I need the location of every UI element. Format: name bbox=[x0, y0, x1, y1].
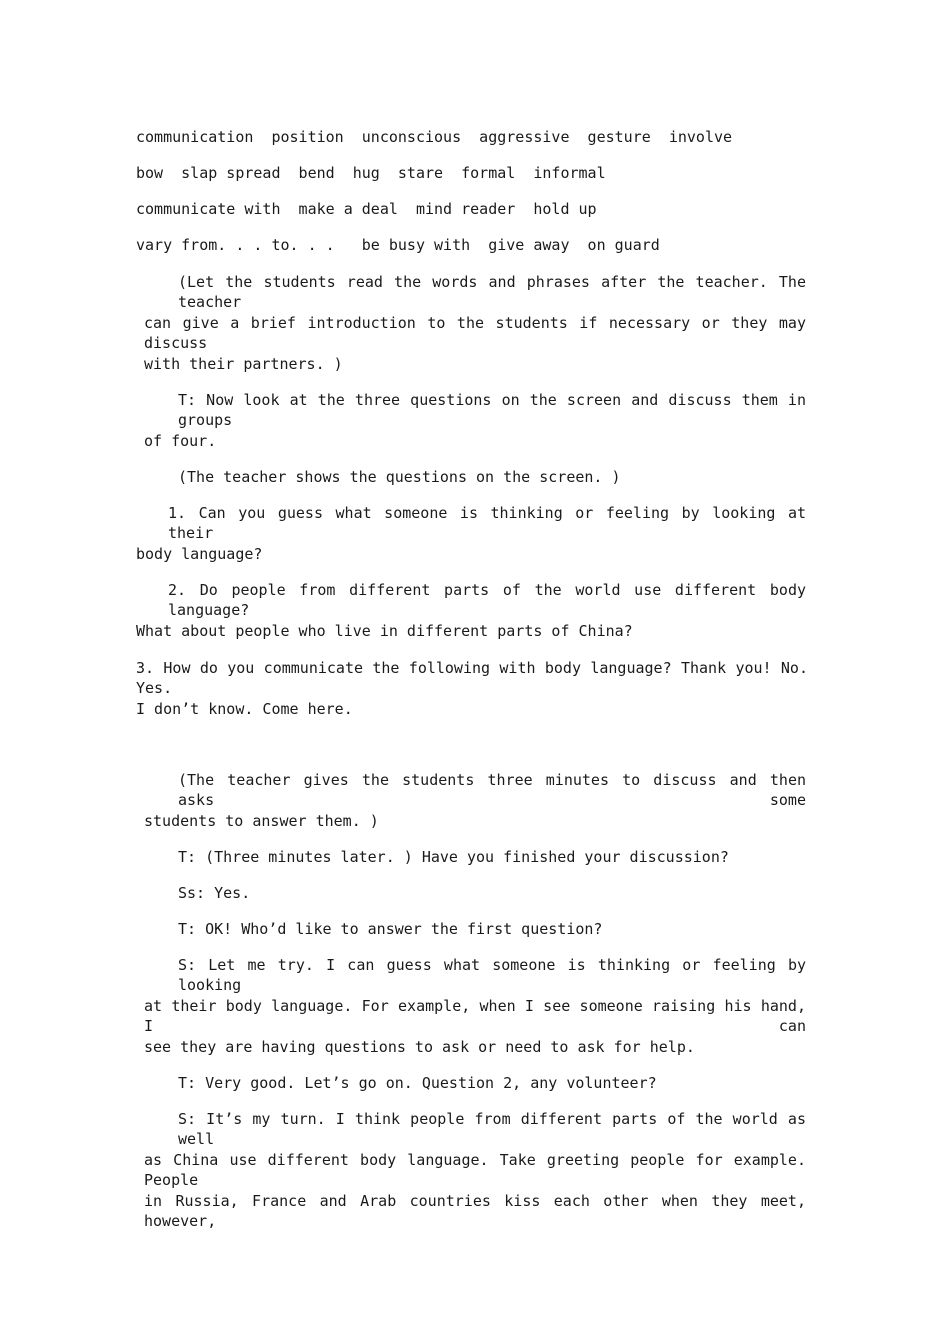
teacher-prompt-line-2: of four. bbox=[144, 432, 217, 450]
question-2-line-1: 2. Do people from different parts of the world use different body language? bbox=[168, 581, 806, 619]
question-1-line-2: body language? bbox=[136, 545, 263, 563]
dialogue-student-2-line-3: in Russia, France and Arab countries kiss each other when they meet, however, bbox=[144, 1192, 806, 1230]
dialogue-student-1-line-1: S: Let me try. I can guess what someone is thinking or feeling by looking bbox=[178, 956, 806, 994]
dialogue-teacher-2: T: OK! Who’d like to answer the first question? bbox=[178, 920, 603, 938]
dialogue-teacher-3: T: Very good. Let’s go on. Question 2, any volunteer? bbox=[178, 1074, 657, 1092]
dialogue-student-2-line-1: S: It’s my turn. I think people from different parts of the world as well bbox=[178, 1110, 806, 1148]
vocab-line-2: bow slap spread bend hug stare formal informal bbox=[136, 164, 606, 182]
vocab-line-4: vary from. . . to. . . be busy with give away on guard bbox=[136, 236, 660, 254]
teacher-prompt-line-1: T: Now look at the three questions on the screen and discuss them in groups bbox=[178, 391, 806, 429]
discussion-direction-line-2: students to answer them. ) bbox=[144, 812, 379, 830]
discussion-direction-line-1: (The teacher gives the students three minutes to discuss and then asks some bbox=[178, 771, 806, 809]
instruction-line-2: can give a brief introduction to the students if necessary or they may discuss bbox=[144, 314, 806, 352]
question-3-line-1: 3. How do you communicate the following with body language? Thank you! No. Yes. bbox=[136, 659, 808, 697]
question-3-line-2: I don’t know. Come here. bbox=[136, 700, 353, 718]
dialogue-students-1: Ss: Yes. bbox=[178, 884, 251, 902]
dialogue-teacher-1: T: (Three minutes later. ) Have you finished your discussion? bbox=[178, 848, 729, 866]
dialogue-student-1-line-2: at their body language. For example, when I see someone raising his hand, I can bbox=[144, 997, 806, 1035]
question-1-line-1: 1. Can you guess what someone is thinking or feeling by looking at their bbox=[168, 504, 806, 542]
instruction-line-3: with their partners. ) bbox=[144, 355, 343, 373]
vocab-line-3: communicate with make a deal mind reader hold up bbox=[136, 200, 597, 218]
stage-direction: (The teacher shows the questions on the screen. ) bbox=[178, 468, 621, 486]
question-2-line-2: What about people who live in different parts of China? bbox=[136, 622, 633, 640]
instruction-line-1: (Let the students read the words and phrases after the teacher. The teacher bbox=[178, 273, 806, 311]
dialogue-student-1-line-3: see they are having questions to ask or need to ask for help. bbox=[144, 1038, 695, 1056]
dialogue-student-2-line-2: as China use different body language. Take greeting people for example. People bbox=[144, 1151, 806, 1189]
vocab-line-1: communication position unconscious aggressive gesture involve bbox=[136, 128, 733, 146]
